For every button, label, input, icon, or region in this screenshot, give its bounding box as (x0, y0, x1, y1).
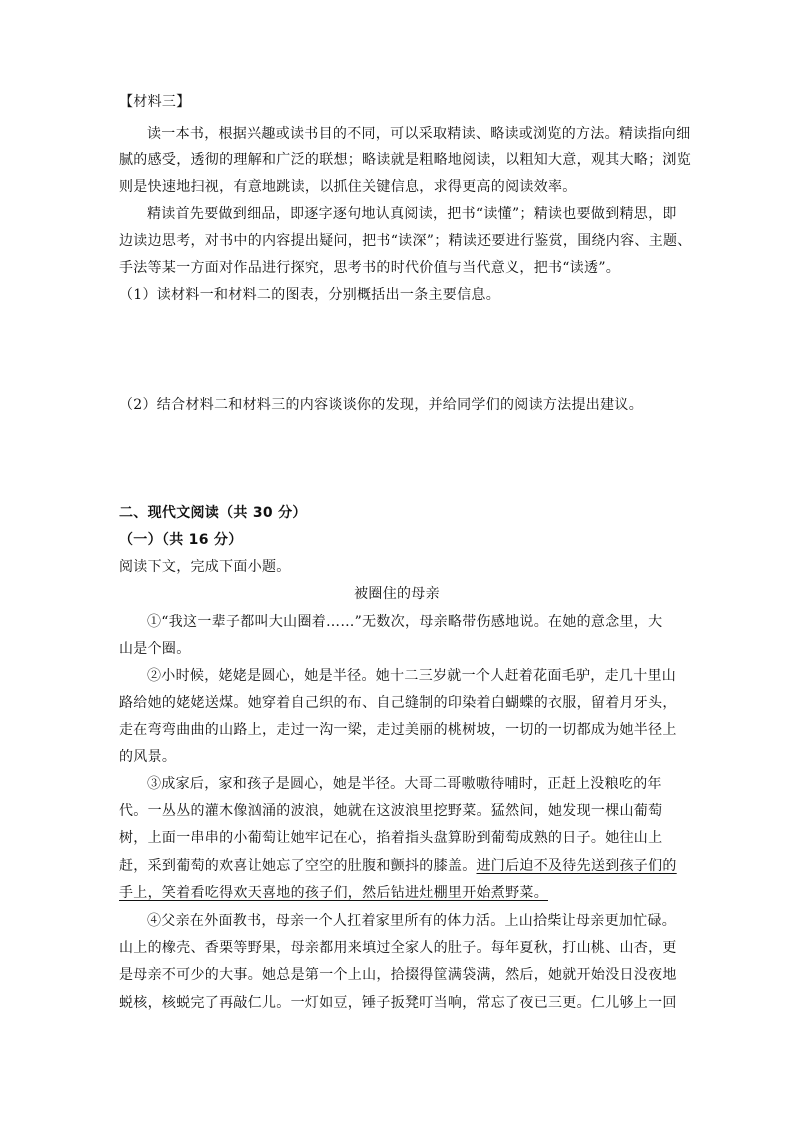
paragraph-line: ④父亲在外面教书，母亲一个人扛着家里所有的体力活。上山拾柴让母亲更加忙碌。 (147, 913, 677, 929)
paragraph-line: 代。一丛丛的灌木像汹涌的波浪，她就在这波浪里挖野菜。猛然间，她发现一棵山葡萄 (119, 803, 663, 819)
paragraph-line (119, 856, 677, 876)
article-title: 被圈住的母亲 (354, 586, 440, 602)
paragraph-line: 是母亲不可少的大事。她总是第一个上山，拾掇得筐满袋满，然后，她就开始没日没夜地 (119, 967, 677, 983)
paragraph-line: 边读边思考，对书中的内容提出疑问，把书“读深”；精读还要进行鉴赏，围绕内容、主题、 (119, 233, 692, 249)
paragraph-line: 走在弯弯曲曲的山路上，走过一沟一梁，走过美丽的桃树坡，一切的一切都成为她半径上 (119, 722, 677, 738)
material3-header: 【材料三】 (119, 94, 191, 110)
paragraph-line: 树，上面一串串的小葡萄让她牢记在心，掐着指头盘算盼到葡萄成熟的日子。她往山上 (119, 830, 663, 846)
paragraph-line: 山上的橡壳、香栗等野果，母亲都用来填过全家人的肚子。每年夏秋，打山桃、山杏，更 (119, 940, 677, 956)
paragraph-line: 腻的感受，透彻的理解和广泛的联想；略读就是粗略地阅读，以粗知大意，观其大略；浏览 (119, 152, 691, 168)
paragraph-line: ③成家后，家和孩子是圆心，她是半径。大哥二哥嗷嗷待哺时，正赶上没粮吃的年 (147, 776, 662, 792)
underlined-line: 手上，笑着看吃得欢天喜地的孩子们，然后钻进灶棚里开始煮野菜。 (119, 885, 548, 901)
paragraph-line: ②小时候，姥姥是圆心，她是半径。她十二三岁就一个人赶着花面毛驴，走几十里山 (147, 668, 677, 684)
paragraph-line: 的风景。 (119, 749, 177, 765)
subsection-title: （一）（共 16 分） (119, 532, 243, 548)
paragraph-line: 手法等某一方面对作品进行探究，思考书的时代价值与当代意义，把书“读透”。 (119, 260, 621, 276)
paragraph-line: 读一本书，根据兴趣或读书目的不同，可以采取精读、略读或浏览的方法。精读指向细 (147, 126, 691, 142)
paragraph-line: 则是快速地扫视，有意地跳读，以抓住关键信息，求得更高的阅读效率。 (119, 179, 577, 195)
question-2: （2）结合材料二和材料三的内容谈谈你的发现，并给同学们的阅读方法提出建议。 (119, 397, 644, 413)
question-1: （1）读材料一和材料二的图表，分别概括出一条主要信息。 (119, 287, 501, 303)
paragraph-line: ①“我这一辈子都叫大山圈着……”无数次，母亲略带伤感地说。在她的意念里，大 (147, 614, 663, 630)
paragraph-line: 精读首先要做到细品，即逐字逐句地认真阅读，把书“读懂”；精读也要做到精思，即 (147, 206, 677, 222)
instruction: 阅读下文，完成下面小题。 (119, 559, 291, 575)
paragraph-text: 赶，采到葡萄的欢喜让她忘了空空的肚腹和颤抖的膝盖。 (119, 858, 477, 874)
paragraph-line: 山是个圈。 (119, 641, 191, 657)
underlined-text: 进门后迫不及待先送到孩子们的 (476, 858, 677, 874)
section-title: 二、现代文阅读（共 30 分） (119, 505, 307, 521)
paragraph-line: 路给她的姥姥送煤。她穿着自己织的布、自己缝制的印染着白蝴蝶的衣服，留着月牙头， (119, 695, 677, 711)
paragraph-line: 蜕核，核蜕完了再敲仁儿。一灯如豆，锤子扳凳叮当响，常忘了夜已三更。仁儿够上一回 (119, 995, 677, 1011)
